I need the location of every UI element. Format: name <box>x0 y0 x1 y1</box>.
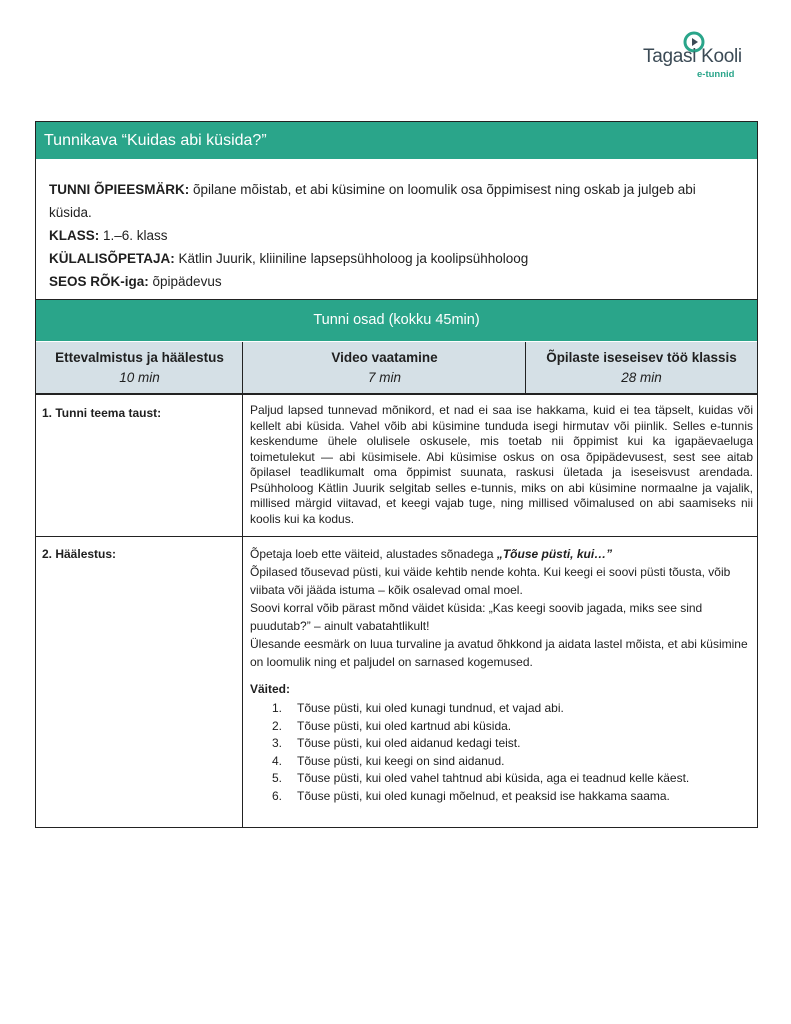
column-divider <box>242 394 243 827</box>
guest-label: KÜLALISÕPETAJA: <box>49 251 175 266</box>
column-duration: 7 min <box>367 370 401 385</box>
statements-list <box>250 700 753 806</box>
statement-text: Tõuse püsti, kui oled vahel tahtnud abi küsida, aga ei teadnud kelle käest. <box>297 771 690 786</box>
rok-line <box>49 270 739 293</box>
lesson-plan-table <box>35 121 758 828</box>
parts-total: (kokku 45min) <box>384 312 480 328</box>
column-header-preparation <box>36 342 243 394</box>
column-title: Õpilaste iseseisev töö klassis <box>546 350 737 365</box>
column-duration: 10 min <box>119 370 160 385</box>
statement-item: 4. Tõuse püsti, kui keegi on sind aidanud. <box>272 753 505 768</box>
statement-text: Tõuse püsti, kui oled aidanud kedagi teist. <box>297 736 521 751</box>
parts-title: Tunni osad <box>313 312 385 328</box>
row-label-warmup: 2. Häälestus: <box>42 547 117 561</box>
column-title: Ettevalmistus ja häälestus <box>55 350 224 365</box>
statement-item: 2. Tõuse püsti, kui oled kartnud abi küsida. <box>272 718 512 733</box>
brand-logo <box>640 28 750 78</box>
background-text: Paljud lapsed tunnevad mõnikord, et nad ei saa ise hakkama, kuid ei tea täpselt, kuidas või kellelt abi küsida. Vahel võib abi küsimine tunduda isegi hirmutav või piinlik. Selles e-tunnis keskendume ühele olulisele oskusele, mis toetab nii õppimist kui ka igapäevaeluga toimetulekut — abi küsimisele. Abi küsimise oskus on osa õpipädevusest, sest see aitab õpilasel teadlikumalt oma õppimist suunata, raskusi ületada ja iseseisvust arendada. Psühholoog Kätlin Juurik selgitab selles e-tunnis, miks on abi küsimine normaalne ja vajalik, millised märgid viitavad, et keegi vajab tuge, ning millised võimalused on abi saamiseks nii koolis kui ka kodus. <box>250 403 753 526</box>
statement-item: 6. Tõuse püsti, kui oled kunagi mõelnud, et peaksid ise hakkama saama. <box>272 788 670 803</box>
rok-label: SEOS RÕK-iga: <box>49 274 149 289</box>
divider <box>36 394 757 395</box>
column-title: Video vaatamine <box>331 350 438 365</box>
warmup-intro-text: Õpetaja loeb ette väiteid, alustades sõnadega <box>250 547 497 561</box>
lesson-parts-header <box>36 300 757 341</box>
statement-item: 5. Tõuse püsti, kui oled vahel tahtnud abi küsida, aga ei teadnud kelle käest. <box>272 771 690 786</box>
goal-label: TUNNI ÕPIEESMÄRK: <box>49 182 190 197</box>
lesson-title: Tunnikava “Kuidas abi küsida?” <box>36 122 757 159</box>
row-divider <box>36 536 757 537</box>
warmup-line: Soovi korral võib pärast mõnd väidet küsida: „Kas keegi soovib jagada, miks see sind puudutab?” – ainult vabatahtlikult! <box>250 601 703 633</box>
column-duration: 28 min <box>621 370 662 385</box>
rok-text: õpipädevus <box>148 274 222 289</box>
guest-line <box>49 247 739 270</box>
column-header-independent-work <box>525 342 757 394</box>
goal-line <box>49 178 739 224</box>
class-label: KLASS: <box>49 228 100 243</box>
warmup-line: Õpilased tõusevad püsti, kui väide kehtib nende kohta. Kui keegi ei soovi püsti tõusta, võib viibata või jääda istuma – kõik osalevad omal moel. <box>250 565 731 597</box>
warmup-line: Ülesande eesmärk on luua turvaline ja avatud õhkkond ja aidata lastel mõista, et abi küsimine on loomulik ning et paljudel on sarnased kogemused. <box>250 637 748 669</box>
statement-text: Tõuse püsti, kui oled kunagi tundnud, et vajad abi. <box>297 701 564 715</box>
statements-label: Väited: <box>250 682 291 696</box>
class-text: 1.–6. klass <box>99 228 168 243</box>
statement-text: Tõuse püsti, kui oled kartnud abi küsida. <box>297 718 512 733</box>
statement-text: Tõuse püsti, kui oled kunagi mõelnud, et peaksid ise hakkama saama. <box>297 788 670 803</box>
goal-text: õpilane mõistab, et abi küsimine on loomulik osa õppimisest ning oskab ja julgeb abi küsida. <box>49 182 696 220</box>
warmup-intro-phrase: „Tõuse püsti, kui…” <box>496 547 613 561</box>
statement-item: 3. Tõuse püsti, kui oled aidanud kedagi teist. <box>272 736 521 751</box>
statement-item: 1. Tõuse püsti, kui oled kunagi tundnud, et vajad abi. <box>272 701 564 715</box>
logo-subtitle: e-tunnid <box>697 69 735 80</box>
guest-text: Kätlin Juurik, kliiniline lapsepsühholoog ja koolipsühholoog <box>174 251 529 266</box>
logo-brand-text: Tagasi Kooli <box>643 46 742 67</box>
warmup-intro <box>250 545 753 563</box>
column-header-video <box>242 342 526 394</box>
row-label-background: 1. Tunni teema taust: <box>42 406 162 420</box>
statement-text: Tõuse püsti, kui keegi on sind aidanud. <box>297 753 505 768</box>
warmup-text <box>250 545 753 671</box>
class-line <box>49 224 739 247</box>
lesson-info <box>49 178 739 293</box>
